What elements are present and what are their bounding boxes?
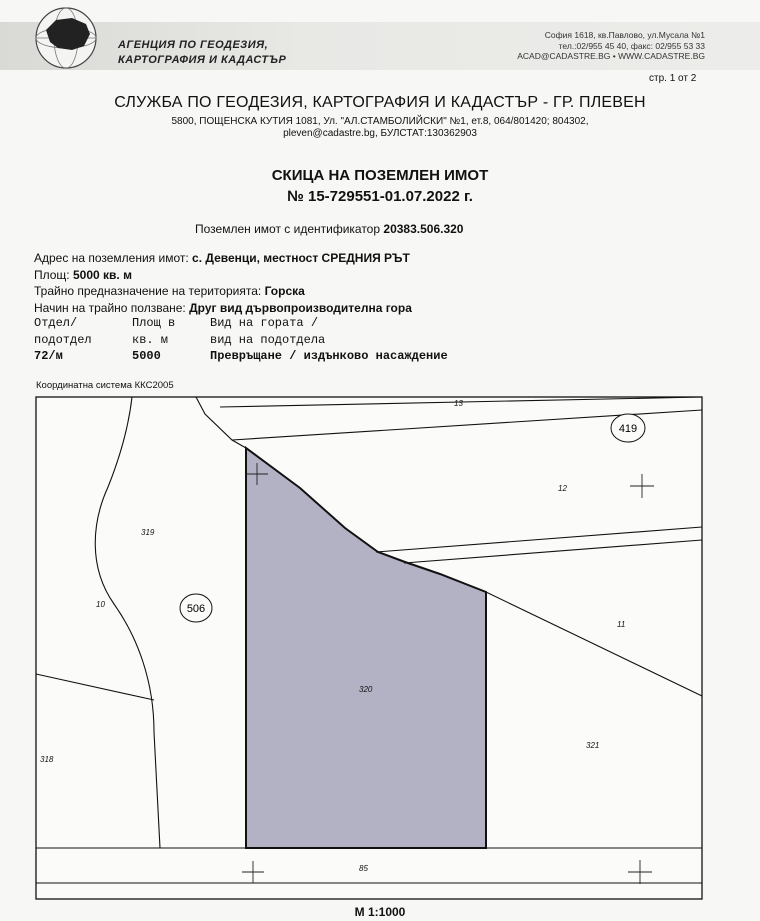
area-label: Площ: bbox=[34, 267, 70, 282]
address-label: Адрес на поземления имот: bbox=[34, 251, 189, 265]
agency-name bbox=[118, 38, 286, 68]
forest-table-header-row bbox=[34, 332, 448, 349]
contact-web: ACAD@CADASTRE.BG • WWW.CADASTRE.BG bbox=[517, 51, 705, 61]
forest-table-row bbox=[34, 348, 448, 365]
service-title: СЛУЖБА ПО ГЕОДЕЗИЯ, КАРТОГРАФИЯ И КАДАСТЪР - ГР. ПЛЕВЕН bbox=[114, 94, 646, 111]
identifier-value: 20383.506.320 bbox=[383, 222, 464, 236]
address-row bbox=[34, 250, 412, 267]
forest-table bbox=[34, 315, 448, 365]
forest-cell: Превръщане / издънково насаждение bbox=[210, 349, 448, 363]
service-address-line-2: pleven@cadastre.bg, БУЛСТАТ:130362903 bbox=[283, 128, 477, 139]
parcel-label-11: 11 bbox=[617, 620, 626, 629]
forest-cell: 72/м bbox=[34, 349, 63, 363]
service-address-line-1: 5800, ПОЩЕНСКА КУТИЯ 1081, Ул. "АЛ.СТАМБОЛИЙСКИ" №1, ет.8, 064/801420; 804302, bbox=[171, 116, 589, 127]
forest-table-header-row bbox=[34, 315, 448, 332]
parcel-label-85: 85 bbox=[359, 864, 368, 873]
agency-line-1: АГЕНЦИЯ ПО ГЕОДЕЗИЯ, bbox=[118, 39, 269, 51]
usage-label: Начин на трайно ползване: bbox=[34, 300, 186, 315]
property-fields bbox=[34, 250, 412, 316]
parcel-label-321: 321 bbox=[586, 741, 600, 750]
contact-phone: тел.:02/955 45 40, факс: 02/955 53 33 bbox=[558, 40, 705, 51]
block-number-506: 506 bbox=[186, 603, 206, 615]
purpose-row bbox=[34, 283, 412, 300]
identifier-line bbox=[195, 222, 463, 236]
parcel-label-12: 12 bbox=[558, 484, 567, 493]
block-number-419: 419 bbox=[618, 423, 638, 435]
coordinate-system-label: Координатна система ККС2005 bbox=[36, 380, 174, 391]
forest-header-cell: вид на подотдела bbox=[210, 332, 326, 347]
parcel-label-318: 318 bbox=[40, 755, 54, 764]
forest-header-cell: кв. м bbox=[132, 332, 169, 347]
area-row bbox=[34, 267, 412, 284]
usage-value: Друг вид дървопроизводителна гора bbox=[189, 300, 412, 315]
forest-header-cell: подотдел bbox=[34, 332, 92, 347]
parcel-label-10: 10 bbox=[96, 600, 105, 609]
forest-header-cell: Площ в bbox=[132, 316, 176, 330]
service-address bbox=[0, 116, 760, 140]
agency-logo-icon bbox=[28, 6, 104, 70]
parcel-label-319: 319 bbox=[141, 528, 155, 537]
parcel-label-13: 13 bbox=[454, 399, 463, 408]
cadastral-map bbox=[0, 392, 760, 904]
map-scale: М 1:1000 bbox=[354, 905, 406, 919]
agency-contact bbox=[505, 30, 705, 62]
area-value: 5000 кв. м bbox=[73, 267, 132, 282]
document-title-block bbox=[0, 165, 760, 207]
parcel-label-320: 320 bbox=[359, 685, 373, 694]
document-number: № 15-729551-01.07.2022 г. bbox=[287, 188, 473, 205]
forest-header-cell: Отдел/ bbox=[34, 316, 78, 330]
forest-cell: 5000 bbox=[132, 349, 161, 363]
block-506-marker bbox=[180, 594, 212, 622]
purpose-value: Горска bbox=[264, 284, 305, 298]
contact-address: София 1618, кв.Павлово, ул.Мусала №1 bbox=[544, 30, 705, 40]
agency-line-2: КАРТОГРАФИЯ И КАДАСТЪР bbox=[118, 54, 287, 66]
usage-row bbox=[34, 300, 412, 317]
block-419-marker bbox=[611, 414, 645, 442]
forest-header-cell: Вид на гората / bbox=[210, 316, 319, 330]
page-number: стр. 1 от 2 bbox=[649, 73, 697, 84]
document-title: СКИЦА НА ПОЗЕМЛЕН ИМОТ bbox=[271, 167, 489, 184]
identifier-label: Поземлен имот с идентификатор bbox=[195, 222, 381, 236]
address-value: с. Девенци, местност СРЕДНИЯ РЪТ bbox=[192, 251, 410, 265]
purpose-label: Трайно предназначение на територията: bbox=[34, 284, 262, 298]
